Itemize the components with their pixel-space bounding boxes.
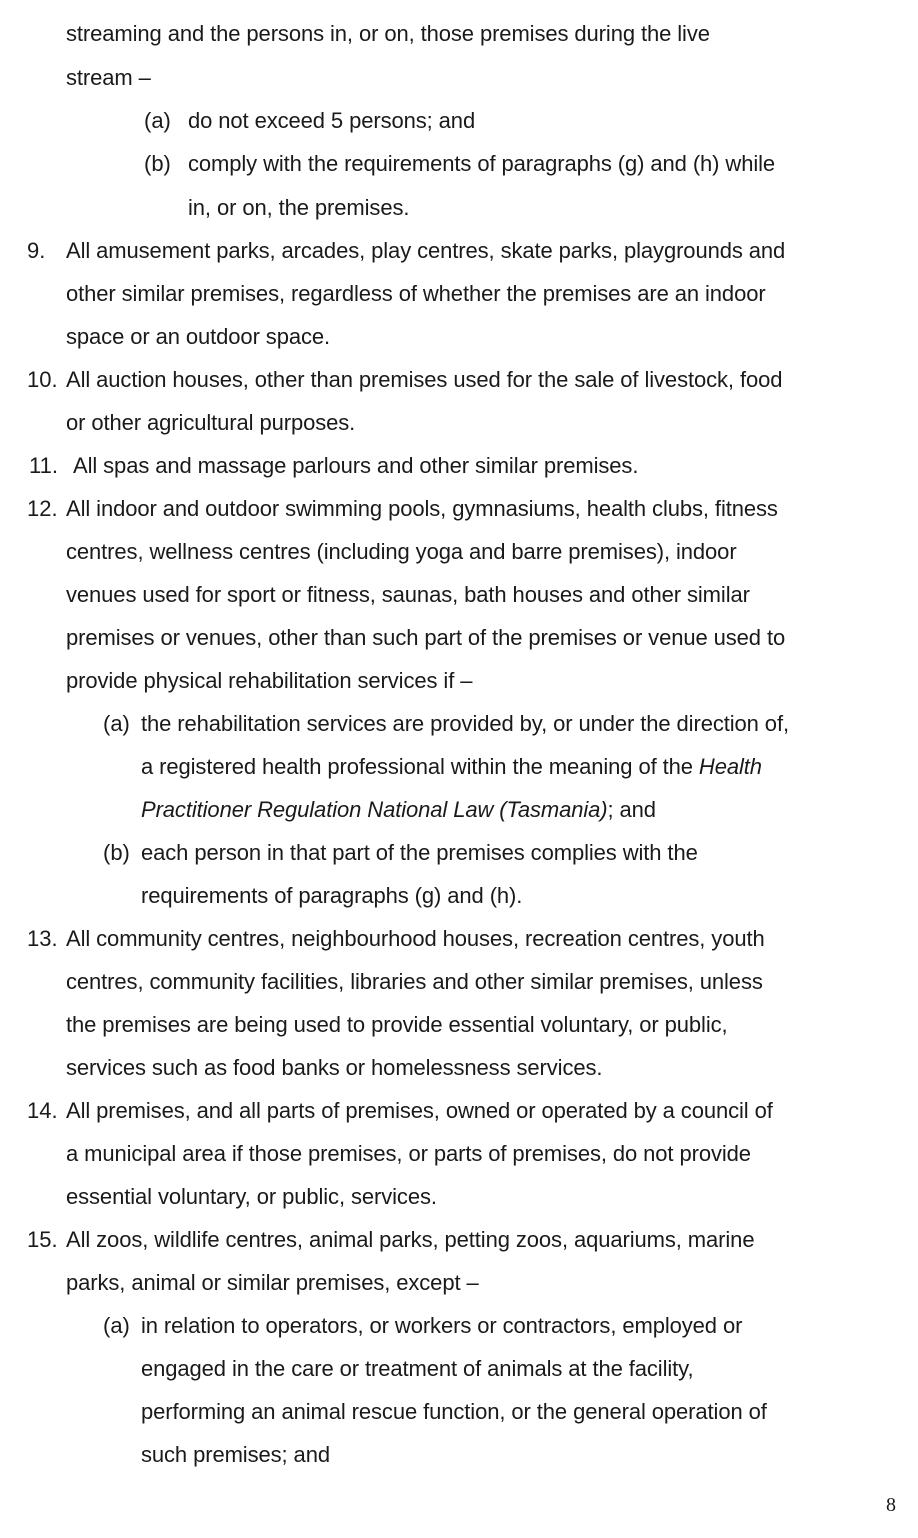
item-15-subitem-a-text-2: engaged in the care or treatment of animals at the facility, xyxy=(141,1356,694,1381)
item-13-number: 13. xyxy=(27,926,58,951)
item-12-subitem-b-text-1: each person in that part of the premises complies with the xyxy=(141,840,698,865)
intro-subitem-b-label: (b) xyxy=(144,151,171,176)
item-15-subitem-a-text-1: in relation to operators, or workers or contractors, employed or xyxy=(141,1313,743,1338)
intro-subitem-b-text-1: comply with the requirements of paragraphs (g) and (h) while xyxy=(188,151,776,176)
page-number: 8 xyxy=(886,1494,896,1516)
item-15-subitem-a-text-3: performing an animal rescue function, or the general operation of xyxy=(141,1399,767,1424)
intro-subitem-a-text: do not exceed 5 persons; and xyxy=(188,108,476,133)
intro-line-1: streaming and the persons in, or on, those premises during the live xyxy=(66,21,710,46)
item-10-line-2: or other agricultural purposes. xyxy=(66,410,356,435)
item-12-subitem-a-text-3 xyxy=(141,797,656,823)
item-9-line-2: other similar premises, regardless of whether the premises are an indoor xyxy=(66,281,766,306)
item-12-line-5: provide physical rehabilitation services if – xyxy=(66,668,473,693)
item-12-subitem-b-text-2: requirements of paragraphs (g) and (h). xyxy=(141,883,523,908)
item-12-subitem-a-text-3-italic: Practitioner Regulation National Law (Tasmania) xyxy=(141,797,608,822)
item-11-line-1: All spas and massage parlours and other similar premises. xyxy=(73,453,639,478)
intro-subitem-a-label: (a) xyxy=(144,108,171,133)
item-9-number: 9. xyxy=(27,238,46,263)
item-14-line-2: a municipal area if those premises, or parts of premises, do not provide xyxy=(66,1141,751,1166)
item-15-subitem-a-text-4: such premises; and xyxy=(141,1442,330,1467)
item-15-number: 15. xyxy=(27,1227,58,1252)
item-10-line-1: All auction houses, other than premises used for the sale of livestock, food xyxy=(66,367,783,392)
item-12-subitem-a-text-2 xyxy=(141,754,762,780)
item-12-subitem-a-text-2-plain: a registered health professional within the meaning of the xyxy=(141,754,699,779)
item-12-subitem-b-label: (b) xyxy=(103,840,130,865)
item-12-line-1: All indoor and outdoor swimming pools, gymnasiums, health clubs, fitness xyxy=(66,496,778,521)
item-12-line-4: premises or venues, other than such part of the premises or venue used to xyxy=(66,625,786,650)
item-13-line-4: services such as food banks or homelessness services. xyxy=(66,1055,603,1080)
item-14-line-1: All premises, and all parts of premises, owned or operated by a council of xyxy=(66,1098,773,1123)
item-13-line-3: the premises are being used to provide essential voluntary, or public, xyxy=(66,1012,728,1037)
item-12-line-3: venues used for sport or fitness, saunas, bath houses and other similar xyxy=(66,582,750,607)
item-9-line-1: All amusement parks, arcades, play centres, skate parks, playgrounds and xyxy=(66,238,786,263)
item-13-line-2: centres, community facilities, libraries and other similar premises, unless xyxy=(66,969,763,994)
item-11-number: 11. xyxy=(29,453,58,478)
intro-subitem-b-text-2: in, or on, the premises. xyxy=(188,195,410,220)
item-14-number: 14. xyxy=(27,1098,58,1123)
item-15-subitem-a-label: (a) xyxy=(103,1313,130,1338)
item-12-line-2: centres, wellness centres (including yoga and barre premises), indoor xyxy=(66,539,737,564)
intro-line-2: stream – xyxy=(66,65,151,90)
item-12-subitem-a-text-1: the rehabilitation services are provided by, or under the direction of, xyxy=(141,711,789,736)
item-13-line-1: All community centres, neighbourhood houses, recreation centres, youth xyxy=(66,926,765,951)
item-9-line-3: space or an outdoor space. xyxy=(66,324,331,349)
item-14-line-3: essential voluntary, or public, services. xyxy=(66,1184,437,1209)
item-12-subitem-a-label: (a) xyxy=(103,711,130,736)
item-10-number: 10. xyxy=(27,367,58,392)
item-15-line-1: All zoos, wildlife centres, animal parks, petting zoos, aquariums, marine xyxy=(66,1227,755,1252)
item-12-subitem-a-text-3-plain: ; and xyxy=(607,797,656,822)
item-15-line-2: parks, animal or similar premises, except – xyxy=(66,1270,479,1295)
item-12-subitem-a-text-2-italic: Health xyxy=(698,754,762,779)
item-12-number: 12. xyxy=(27,496,58,521)
